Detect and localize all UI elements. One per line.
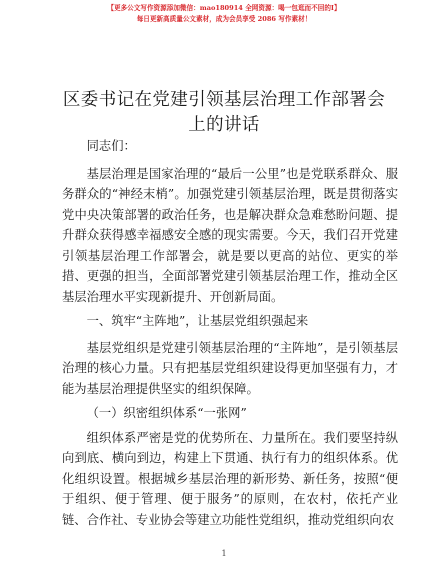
salutation: 同志们： (86, 139, 136, 153)
page-number: 1 (221, 549, 227, 558)
promo-banner-line-2: 每日更新高质量公文素材，成为会员享受 2086 写作素材！ (136, 15, 312, 23)
subsection-1-paragraph: 组织体系严密是党的优势所在、力量所在。我们要坚持纵向到底、横向到边，构建上下贯通、执行有力的组织体系。优化组织设置。根据城乡基层治理的新形势、新任务，按照“便于组织、便于管理、便于服务”的原则，在农村，依托产业链、合作社、专业协会等建立功能性党组织，推动党组织向农 (62, 430, 398, 527)
document-body (62, 136, 398, 530)
intro-paragraph: 基层治理是国家治理的“最后一公里”也是党联系群众、服务群众的“神经末梢”。加强党建引领基层治理，既是贯彻落实党中央决策部署的政治任务，也是解决群众急难愁盼问题、提升群众获得感幸福感安全感的现实需要。今天，我们召开党建引领基层治理工作部署会，就是要以更高的站位、更实的举措、更强的担当，全面部署党建引领基层治理工作，推动全区基层治理水平实现新提升、开创新局面。 (62, 166, 398, 304)
subsection-1-heading: （一）织密组织体系“一张网” (86, 406, 247, 420)
promo-banner (0, 0, 448, 24)
section-1-heading: 一、筑牢“主阵地”，让基层党组织强起来 (86, 314, 309, 328)
document-title: 区委书记在党建引领基层治理工作部署会上的讲话 (62, 90, 386, 135)
promo-banner-line-1: 【更多公文写作资源添加微信：mao180914 全网资源：喝一包逛而不回的I】 (107, 4, 341, 12)
section-1-paragraph: 基层党组织是党建引领基层治理的“主阵地”，是引领基层治理的核心力量。只有把基层党组织建设得更加坚强有力，才能为基层治理提供坚实的组织保障。 (62, 340, 398, 396)
